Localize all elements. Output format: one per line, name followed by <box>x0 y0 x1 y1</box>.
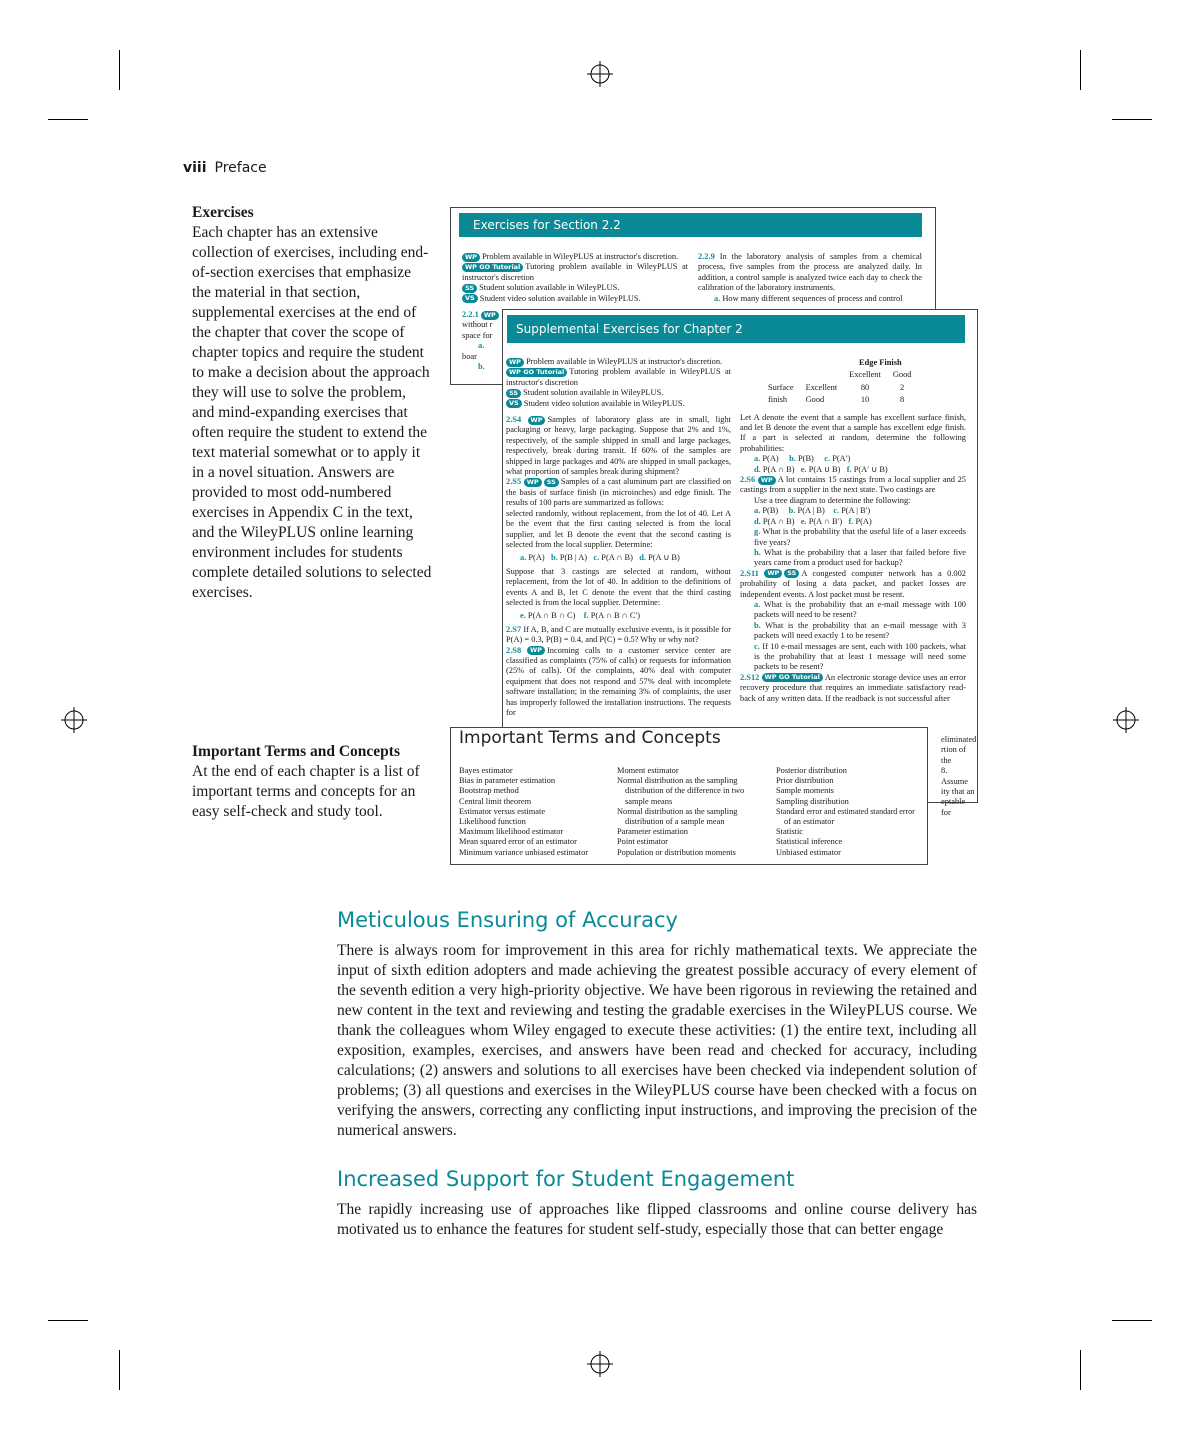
sidebar-body: At the end of each chapter is a list of important terms and concepts for an easy self-check and study tool. <box>192 763 420 820</box>
legend-text: Student solution available in WileyPLUS. <box>479 283 620 293</box>
term: Mean squared error of an estimator <box>459 837 577 847</box>
exercise-part: P(A) <box>528 553 545 563</box>
term: Moment estimator <box>617 766 679 775</box>
section22-right: 2.2.9 In the laboratory analysis of samples from a chemical process, five samples from the process are analyzed daily. In addition, a control sample is analyzed twice each day to check the calibration of the laboratory instruments. a. How many different sequences of process and control <box>698 252 923 303</box>
exercise-number: 2.S4 <box>506 415 522 425</box>
edge-finish-table <box>762 357 917 407</box>
term: Population or distribution moments <box>617 847 736 857</box>
wp-badge: WP <box>481 311 499 320</box>
exercise-text: Samples of a cast aluminum part are classified on the basis of surface finish (in microinches) and edge finish. The results of 100 parts are summarized as follows: <box>506 477 732 508</box>
wp-badge: WP <box>758 476 776 485</box>
term: Estimator versus estimate <box>459 806 546 816</box>
wp-badge: WP <box>462 253 480 262</box>
legend-text: Problem available in WileyPLUS at instructor's discretion. <box>525 357 723 366</box>
term: Bootstrap method <box>459 786 519 796</box>
sidebar-heading: Important Terms and Concepts <box>192 743 400 760</box>
ss-badge: SS <box>462 284 477 293</box>
term: Prior distribution <box>776 776 834 786</box>
exercise-text: An electronic storage device uses an error recovery procedure that requires an immediate satisfactory read-back of any written data. If the readback is not successful after <box>740 672 967 703</box>
exercise-text: A lot contains 15 castings from a local supplier and 25 castings from a supplier in the next state. Two castings are <box>740 475 966 495</box>
crop-mark <box>48 1320 88 1321</box>
table-cell: 8 <box>900 395 905 405</box>
registration-mark-icon <box>587 1351 613 1377</box>
exercise-part: P(A′) <box>832 454 851 464</box>
wp-badge: WP <box>528 416 546 425</box>
terms-column-2 <box>617 766 769 858</box>
exercise-part: What is the probability that an e-mail message with 100 packets will need to be resent? <box>754 599 966 620</box>
term: Statistic <box>776 827 803 837</box>
term: Parameter estimation <box>617 827 688 837</box>
legend-text: Tutoring problem available in WileyPLUS at instructor's discretion <box>506 367 731 387</box>
exercise-part: P(A | B′) <box>841 506 871 516</box>
table-header: Edge Finish <box>859 358 902 367</box>
term: sample means <box>625 796 673 806</box>
exercise-part: P(A ∩ B′) <box>808 516 843 526</box>
term: Statistical inference <box>776 837 843 847</box>
registration-mark-icon <box>61 707 87 733</box>
tail-fragment: rtion of the <box>941 745 966 765</box>
wp-go-tutorial-badge: WP GO Tutorial <box>462 263 523 272</box>
legend-text: Student video solution available in WileyPLUS. <box>523 398 685 408</box>
exercise-part: P(A ∩ B) <box>762 516 795 526</box>
term: Bias in parameter estimation <box>459 776 556 786</box>
terms-title: Important Terms and Concepts <box>459 728 721 748</box>
terms-column-1 <box>459 766 609 858</box>
term: Standard error and estimated standard error <box>776 806 915 816</box>
exercise-text: If A, B, and C are mutually exclusive events, is it possible for P(A) = 0.3, P(B) = 0.4, and P(C) = 0.5? Why or why not? <box>506 624 732 645</box>
engagement-body <box>337 1200 977 1240</box>
exercise-part: If 10 e-mail messages are sent, each with 100 packets, what is the probability that at least 1 message will need some packets to be resent? <box>754 641 967 672</box>
crop-mark <box>48 119 88 120</box>
exercise-part: P(B | A) <box>559 553 588 563</box>
exercise-number: 2.S5 <box>506 477 522 487</box>
term: Likelihood function <box>459 817 526 827</box>
table-cell: Excellent <box>805 382 838 392</box>
legend-text: Student solution available in WileyPLUS. <box>523 388 664 398</box>
exercise-part: P(A ∪ B) <box>808 464 841 474</box>
legend-text: Student video solution available in WileyPLUS. <box>479 293 641 303</box>
wp-badge: WP <box>524 478 542 487</box>
term: Sampling distribution <box>776 796 849 806</box>
crop-mark <box>1112 119 1152 120</box>
ss-badge: SS <box>506 389 521 398</box>
legend-text: Problem available in WileyPLUS at instructor's discretion. <box>481 252 679 261</box>
crop-mark <box>1080 1350 1081 1390</box>
exercise-part: P(A ∩ B) <box>601 553 633 563</box>
table-cell: 10 <box>860 395 870 405</box>
exercise-part: P(A) <box>762 454 779 464</box>
exercise-fragment: boar <box>462 351 477 361</box>
term: Unbiased estimator <box>776 847 841 857</box>
registration-mark-icon <box>1113 707 1139 733</box>
exercise-fragment: without r <box>462 320 493 330</box>
crop-mark <box>1112 1320 1152 1321</box>
term: Bayes estimator <box>459 766 513 775</box>
term: Normal distribution as the sampling <box>617 776 738 786</box>
exercise-text: In the laboratory analysis of samples from a chemical process, five samples from the process are analyzed daily. In addition, a control sample is analyzed twice each day to check the calibration of the laboratory instruments. <box>698 252 923 293</box>
page-number: viii <box>183 160 207 176</box>
exercise-text: Samples of laboratory glass are in small, light packaging or heavy, large packaging. Suppose that 2% and 1%, respectively, of the sample shipped in small and large packages, respectively, break during transit. If 60% of the samples are shipped in large packages and 40% are shipped in small packages, what proportion of samples break during shipment? <box>506 415 732 477</box>
exercise-fragment: space for <box>462 330 493 340</box>
exercise-fragment: a. <box>478 341 485 351</box>
supplemental-title: Supplemental Exercises for Chapter 2 <box>507 315 965 343</box>
exercise-part: P(A) <box>855 516 872 526</box>
exercise-text: Use a tree diagram to determine the following: <box>754 495 911 505</box>
exercise-number: 2.S8 <box>506 645 522 655</box>
term: Sample moments <box>776 786 834 796</box>
term: of an estimator <box>784 817 835 827</box>
row-label: finish <box>768 395 788 405</box>
exercise-part: P(A ∪ B) <box>648 553 680 563</box>
exercise-part: P(A ∩ B) <box>762 464 795 474</box>
exercise-number: 2.S6 <box>740 475 756 485</box>
exercise-number: 2.2.9 <box>698 252 715 261</box>
exercise-part: P(B) <box>798 454 814 464</box>
tail-fragment: eptable for <box>941 797 966 817</box>
exercise-part: What is the probability that an e-mail message with 3 packets will need exactly 1 to be resent? <box>754 620 966 641</box>
exercise-part: What is the probability that the useful life of a laser exceeds five years? <box>754 527 966 547</box>
ss-badge: SS <box>544 478 559 487</box>
ss-badge: SS <box>784 569 799 578</box>
exercise-part: P(A′ ∪ B) <box>853 464 888 474</box>
exercise-text: selected randomly, without replacement, from the lot of 40. Let A be the event that the first casting selected is from the local supplier, and let B denote the event that the second casting is selected from the local supplier. Determine: <box>506 508 731 549</box>
exercise-fragment: b. <box>478 362 485 372</box>
sidebar-exercises <box>192 203 432 603</box>
wp-badge: WP <box>527 646 545 655</box>
table-cell: 2 <box>900 382 905 392</box>
term: Maximum likelihood estimator <box>459 827 564 837</box>
crop-mark <box>119 50 120 90</box>
tail-fragment: eliminated <box>941 735 977 744</box>
wp-go-tutorial-badge: WP GO Tutorial <box>506 368 567 377</box>
terms-column-3 <box>776 766 926 858</box>
supplemental-left-column: WP Problem available in WileyPLUS at instructor's discretion. WP GO Tutorial Tutoring problem available in WileyPLUS at instructor's discretion SS Student solution available in WileyPLUS. VS Student video solution available in WileyPLUS. 2.S4 WP Samples of laboratory glass are in small, light packaging or heavy, large packaging. Suppose that 2% and 1%, respectively, of the sample shipped in small and large packages, respectively, break during transit. If 60% of the samples are shipped in large packages and 40% are shipped in small packages, what proportion of samples break during shipment? 2.S5 WP SS Samples of a cast aluminum part are classified on the basis of surface finish (in microinches) and edge finish. The results of 100 parts are summarized as follows: selected randomly, without replacement, from the lot of 40. Let A be the event that the first casting selected is from the local supplier, and let B denote the event that the second casting is selected from the local supplier. Determine: a. P(A) b. P(B | A) c. P(A ∩ B) d. P(A ∪ B) Suppose that 3 castings are selected at random, without replacement, from the lot of 40. In addition to the definitions of events A and B, let C denote the event that the third casting selected is from the local supplier. Determine: e. P(A ∩ B ∩ C) f. P(A ∩ B ∩ C′) 2.S7 If A, B, and C are mutually exclusive events, is it possible for P(A) = 0.3, P(B) = 0.4, and P(C) = 0.5? Why or why not? 2.S8 WP Incoming calls to a customer service center are classified as complaints (75% of calls) or requests for information (25% of calls). Of the complaints, 40% deal with computer equipment that does not respond and 57% deal with incomplete software installation; in the remaining 3% of complaints, the user has improperly followed the installation instructions. The requests for <box>506 357 732 717</box>
engagement-heading: Increased Support for Student Engagement <box>337 1167 795 1191</box>
vs-badge: VS <box>462 294 478 303</box>
exercise-part: P(A ∩ B ∩ C) <box>527 611 576 621</box>
row-label: Surface <box>768 382 794 392</box>
running-title: Preface <box>214 160 267 176</box>
exercise-part: P(A | B) <box>797 506 825 516</box>
tail-fragment: ity that an <box>941 787 975 797</box>
sidebar-heading: Exercises <box>192 204 254 221</box>
engagement-paragraph: The rapidly increasing use of approaches like flipped classrooms and online course delivery has motivated us to enhance the features for student self-study, especially those that can better engage <box>337 1201 977 1238</box>
table-cell: Good <box>805 395 825 405</box>
running-head <box>183 160 267 176</box>
legend-text: Tutoring problem available in WileyPLUS at instructor's discretion <box>462 262 688 282</box>
wp-go-tutorial-badge: WP GO Tutorial <box>762 673 823 682</box>
exercise-part: How many different sequences of process and control <box>722 293 903 303</box>
vs-badge: VS <box>506 399 522 408</box>
crop-mark <box>1080 50 1081 90</box>
supplemental-right-column: Edge Finish Excellent Good Surface Excellent 80 2 finish Good 10 8 Let A denote the event that a sample has excellent surface finish, and let B denote the event that a sample has excellent edge finish. If a part is selected at random, determine the following probabilities: a. P(A) b. P(B) c. P(A′) d. P(A ∩ B) e. P(A ∪ B) f. P(A′ ∪ B) 2.S6 WP A lot contains 15 castings from a local supplier and 25 castings from a supplier in the next state. Two castings are Use a tree diagram to determine the following: a. P(B) b. P(A | B) c. P(A | B′) d. P(A ∩ B) e. P(A ∩ B′) f. P(A) g. What is the probability that the useful life of a laser exceeds five years? h. What is the probability that a laser that failed before five years came from a product used for backup? 2.S11 WP SS A congested computer network has a 0.002 probability of losing a data packet, and packet losses are independent events. A lost packet must be resent. a. What is the probability that an e-mail message with 100 packets will need to be resent? b. What is the probability that an e-mail message with 3 packets will need exactly 1 to be resent? c. If 10 e-mail messages are sent, each with 100 packets, what is the probability that at least 1 message will need some packets to be resent? 2.S12 WP GO Tutorial An electronic storage device uses an error recovery procedure that requires an immediate satisfactory read-back of any written data. If the readback is not successful after <box>740 358 967 703</box>
exercise-text: A congested computer network has a 0.002 probability of losing a data packet, and packet losses are independent events. A lost packet must be resent. <box>740 568 966 599</box>
term: Minimum variance unbiased estimator <box>459 847 589 857</box>
term: distribution of the difference in two <box>625 786 745 796</box>
term: Posterior distribution <box>776 766 847 775</box>
section22-title: Exercises for Section 2.2 <box>459 213 922 237</box>
table-col: Excellent <box>849 370 881 380</box>
term: Point estimator <box>617 837 668 847</box>
exercise-part: P(B) <box>762 506 779 516</box>
exercise-number: 2.S12 <box>740 672 760 682</box>
registration-mark-icon <box>587 61 613 87</box>
table-col: Good <box>892 370 912 380</box>
crop-mark <box>119 1350 120 1390</box>
exercise-number: 2.S7 <box>506 624 522 634</box>
exercise-number: 2.2.1 <box>462 310 479 320</box>
exercise-text: Incoming calls to a customer service center are classified as complaints (75% of calls) or requests for information (25% of calls). Of the complaints, 40% deal with computer equipment that does not respond and 57% deal with incomplete software installation; in the remaining 3% of complaints, the user has improperly followed the installation instructions. The requests for <box>506 645 731 717</box>
exercise-part: P(A ∩ B ∩ C′) <box>590 611 641 621</box>
wp-badge: WP <box>506 358 524 367</box>
accuracy-paragraph: There is always room for improvement in this area for richly mathematical texts. We appreciate the input of sixth edition adopters and made achieving the greatest possible accuracy of every element of the seventh edition a very high-priority objective. We have been rigorous in reviewing the retained and new content in the text and reviewing and testing the gradable exercises in the WileyPLUS course. We thank the colleagues whom Wiley engaged to execute these activities: (1) the entire text, including all exposition, examples, exercises, and answers have been read and checked for accuracy, including calculations; (2) answers and solutions to all exercises have been checked via independent solution of problems; (3) all questions and exercises in the WileyPLUS course have been checked with a focus on verifying the answers, correcting any conflicting input instructions, and improving the precision of the numerical answers. <box>337 942 977 1139</box>
term: Normal distribution as the sampling <box>617 806 738 816</box>
term: Central limit theorem <box>459 796 532 806</box>
accuracy-body <box>337 941 977 1141</box>
table-cell: 80 <box>860 382 870 392</box>
sidebar-terms <box>192 742 432 822</box>
exercise-text: Let A denote the event that a sample has excellent surface finish, and let B denote the event that a sample has excellent edge finish. If a part is selected at random, determine the following probabilities: <box>740 412 966 453</box>
sidebar-body: Each chapter has an extensive collection of exercises, including end-of-section exercises that emphasize the material in that section, supplemental exercises at the end of the chapter that cover the scope of chapter topics and require the student to make a decision about the approach they will use to solve the problem, and mind-expanding exercises that often require the student to extend the text material somewhat or to apply it in a novel situation. Answers are provided to most odd-numbered exercises in Appendix C in the text, and the WileyPLUS online learning environment includes for students complete detailed solutions to selected exercises. <box>192 224 432 601</box>
terms-panel <box>450 727 928 865</box>
tail-fragment: 8. Assume <box>941 766 968 786</box>
exercise-part: What is the probability that a laser that failed before five years came from a product used for backup? <box>754 547 966 568</box>
term: distribution of a sample mean <box>625 817 725 827</box>
s12-tail <box>941 735 975 818</box>
wp-badge: WP <box>764 569 782 578</box>
accuracy-heading: Meticulous Ensuring of Accuracy <box>337 908 678 932</box>
exercise-text: Suppose that 3 castings are selected at random, without replacement, from the lot of 40. In addition to the definitions of events A and B, let C denote the event that the third casting selected is from the local supplier. Determine: <box>506 566 731 607</box>
exercise-number: 2.S11 <box>740 568 759 578</box>
